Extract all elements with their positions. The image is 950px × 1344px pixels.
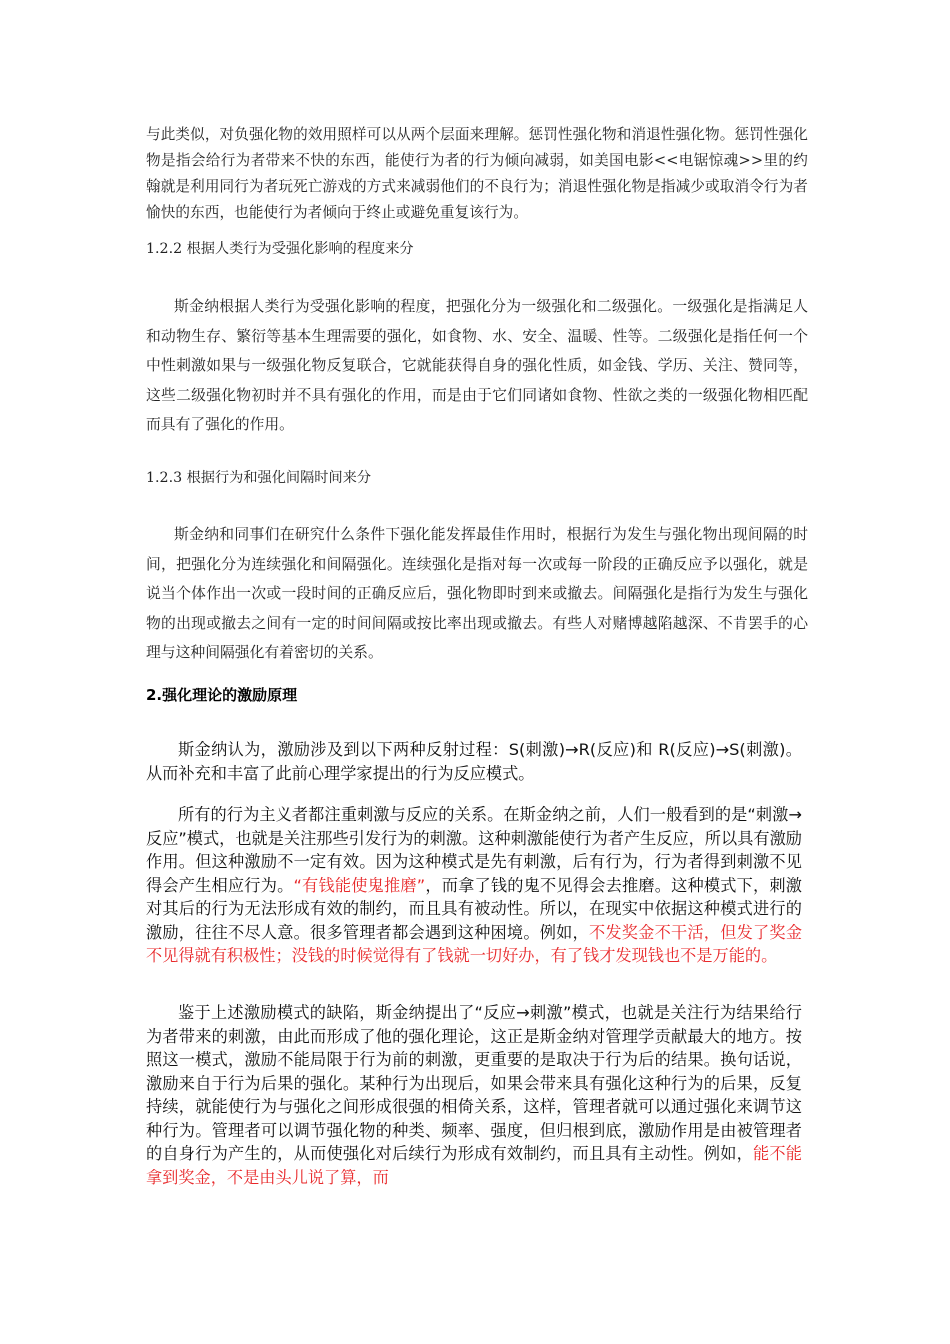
paragraph-behaviorism	[146, 803, 802, 968]
response-stimulus-text: 鉴于上述激励模式的缺陷，斯金纳提出了“反应→刺激”模式，也就是关注行为结果给行为者带来的刺激，由此而形成了他的强化理论，这正是斯金纳对管理学贡献最大的地方。按照这一模式，激励不能局限于行为前的刺激，更重要的是取决于行为后的结果。换句话说，激励来自于行为后果的强化。某种行为出现后，如果会带来具有强化这种行为的后果，反复持续，就能使行为与强化之间形成很强的相倚关系，这样，管理者就可以通过强化来调节这种行为。管理者可以调节强化物的种类、频率、强度，但归根到底，激励作用是由被管理者的自身行为产生的，从而使强化对后续行为形成有效制约，而且具有主动性。例如，	[146, 1003, 802, 1163]
heading-1-2-3: 1.2.3 根据行为和强化间隔时间来分	[146, 470, 372, 486]
highlight-bonus-example: 不发奖金不干活，但发了奖金不见得就有积极性；没钱的时候觉得有了钱就一切好办，有了钱才发现钱也不是万能的。	[146, 922, 803, 965]
paragraph-1-2-3: 斯金纳和同事们在研究什么条件下强化能发挥最佳作用时，根据行为发生与强化物出现间隔的时间，把强化分为连续强化和间隔强化。连续强化是指对每一次或每一阶段的正确反应予以强化，就是说当个体作出一次或一段时间的正确反应后，强化物即时到来或撤去。间隔强化是指行为发生与强化物的出现或撤去之间有一定的时间间隔或按比率出现或撤去。有些人对赌博越陷越深、不肯罢手的心理与这种间隔强化有着密切的关系。	[146, 526, 808, 661]
behaviorism-text-2: ，而拿了钱的鬼不见得会去推磨。这种模式下，刺激对其后的行为无法形成有效的制约，而且具有被动性。所以，在现实中依据这种模式进行的激励，往往不尽人意。很多管理者都会遇到这种困境。例如，	[146, 875, 802, 942]
heading-2: 2.强化理论的激励原理	[146, 686, 298, 704]
paragraph-response-stimulus	[146, 1001, 802, 1189]
highlight-bonus-decision: 能不能拿到奖金，不是由头儿说了算，而	[146, 1144, 802, 1187]
highlight-money-quote: “有钱能使鬼推磨”	[293, 875, 426, 895]
paragraph-reflex-process: 斯金纳认为，激励涉及到以下两种反射过程：S(刺激)→R(反应)和 R(反应)→S(刺激)。从而补充和丰富了此前心理学家提出的行为反应模式。	[146, 740, 802, 783]
paragraph-1-2-2: 斯金纳根据人类行为受强化影响的程度，把强化分为一级强化和二级强化。一级强化是指满足人和动物生存、繁衍等基本生理需要的强化，如食物、水、安全、温暖、性等。二级强化是指任何一个中性刺激如果与一级强化物反复联合，它就能获得自身的强化性质，如金钱、学历、关注、赞同等，这些二级强化物初时并不具有强化的作用，而是由于它们同诸如食物、性欲之类的一级强化物相匹配而具有了强化的作用。	[146, 298, 808, 433]
paragraph-negative-reinforcement: 与此类似，对负强化物的效用照样可以从两个层面来理解。惩罚性强化物和消退性强化物。惩罚性强化物是指会给行为者带来不快的东西，能使行为者的行为倾向减弱，如美国电影<<电锯惊魂>>里的约翰就是利用同行为者玩死亡游戏的方式来减弱他们的不良行为；消退性强化物是指减少或取消令行为者愉快的东西，也能使行为者倾向于终止或避免重复该行为。	[146, 126, 808, 221]
behaviorism-text-1: 所有的行为主义者都注重刺激与反应的关系。在斯金纳之前，人们一般看到的是“刺激→反应”模式，也就是关注那些引发行为的刺激。这种刺激能使行为者产生反应，所以具有激励作用。但这种激励不一定有效。因为这种模式是先有刺激，后有行为，行为者得到刺激不见得会产生相应行为。	[146, 805, 802, 895]
heading-1-2-2: 1.2.2 根据人类行为受强化影响的程度来分	[146, 241, 414, 257]
